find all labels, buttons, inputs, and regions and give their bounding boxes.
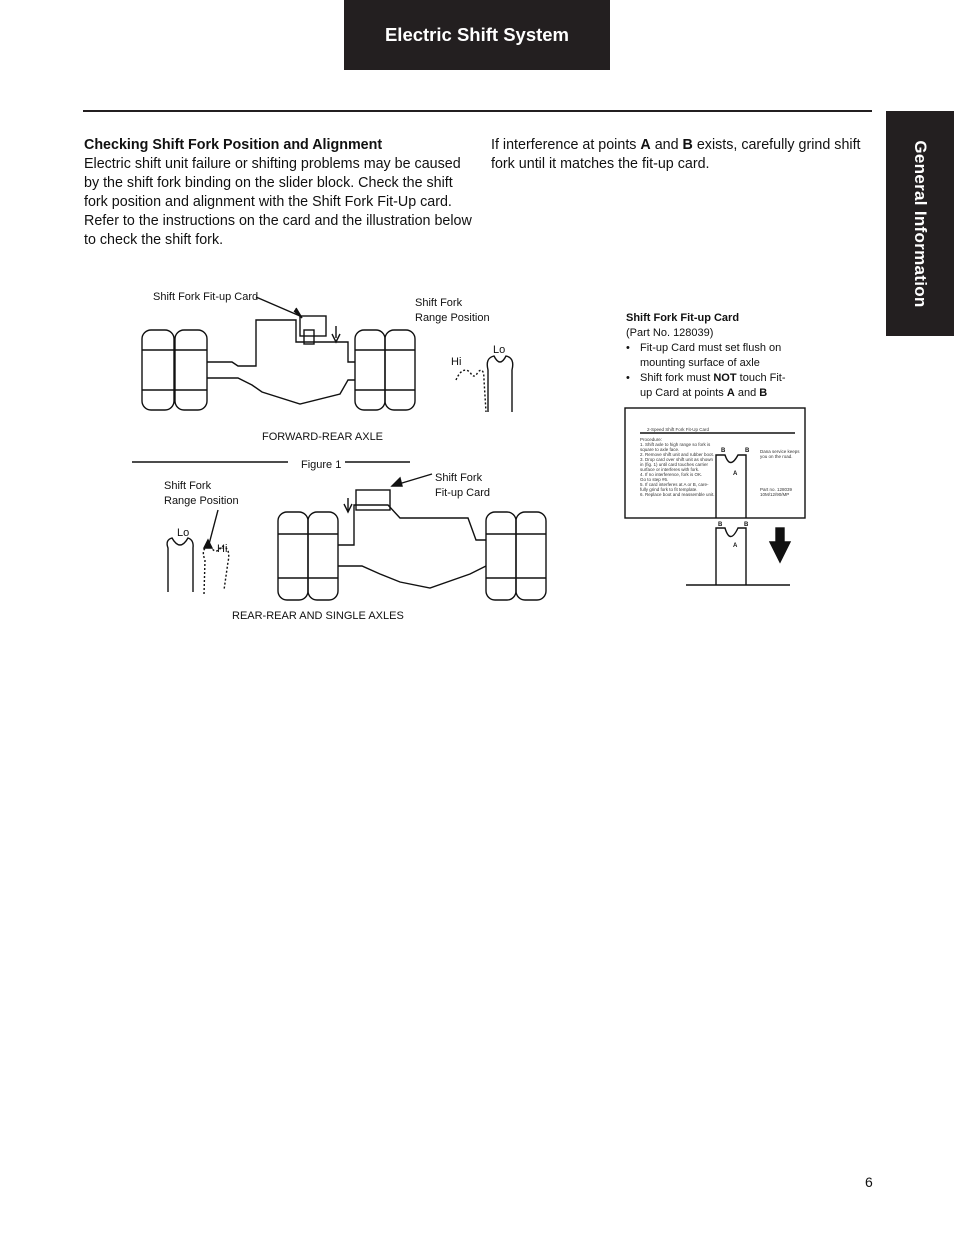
top-left-wheels (142, 330, 207, 410)
inset-b-left: B (721, 448, 726, 454)
inset-step-3: 2. Remove shift unit and rubber boot. (640, 452, 715, 457)
page-number: 6 (865, 1174, 873, 1190)
inset-part-no: Part no. 128039 (760, 487, 793, 492)
top-axle-label: FORWARD-REAR AXLE (262, 431, 384, 443)
inset-step-6: surface or interferes with fork. (640, 467, 700, 472)
detail-b-right: B (744, 522, 749, 528)
inset-step-7: 4. If no interference, fork is OK. (640, 472, 703, 477)
top-range-label-1: Shift Fork (415, 297, 463, 309)
section-title: Electric Shift System (384, 24, 570, 45)
bottom-card-label-1: Shift Fork (435, 472, 483, 484)
inset-step-1: 1. Shift axle to high range so fork is (640, 442, 711, 447)
bottom-lo-label: Lo (177, 527, 190, 539)
card-note-bullet-1: • Fit-up Card must set flush on mounting surface of axle (626, 341, 792, 371)
top-right-wheels (355, 330, 415, 410)
card-note (626, 311, 796, 401)
bottom-range-label-2: Range Position (164, 495, 239, 507)
bottom-left-wheels (278, 512, 338, 600)
card-note-part: (Part No. 128039) (626, 327, 714, 339)
inset-step-10: fully grind fork to fit template. (640, 487, 698, 492)
inset-step-4: 3. Drop card over shift unit as shown (640, 457, 714, 462)
inset-note-1: Dana service keeps (760, 449, 800, 454)
inset-a: A (733, 471, 738, 477)
detail-b-left: B (718, 522, 723, 528)
detail-a: A (733, 543, 738, 549)
point-a: A (640, 137, 651, 153)
point-b: B (682, 137, 693, 153)
inset-procedure: Procedure: (640, 437, 663, 442)
inset-step-5: in (fig. 1) until card touches carrier (640, 462, 709, 467)
top-hi-label: Hi (451, 356, 462, 368)
inset-step-2: square to axle face. (640, 447, 680, 452)
section-heading: Checking Shift Fork Position and Alignment (84, 137, 383, 153)
card-note-title: Shift Fork Fit-up Card (626, 312, 740, 324)
top-range-label-2: Range Position (415, 312, 490, 324)
bottom-range-label-1: Shift Fork (164, 480, 212, 492)
inset-step-9: 5. If card interferes at A or B, care- (640, 482, 709, 487)
inset-part-code: 10M/12/90/MP (760, 492, 790, 497)
inset-b-right: B (745, 448, 750, 454)
inset-note-2: you on the road. (760, 454, 793, 459)
figure-caption: Figure 1 (301, 459, 342, 471)
inset-step-8: Go to step #6. (640, 477, 669, 482)
bottom-card-label-2: Fit-up Card (435, 487, 491, 499)
top-lo-label: Lo (493, 344, 506, 356)
bottom-right-wheels (486, 512, 546, 600)
section-body: Electric shift unit failure or shifting problems may be caused by the shift fork binding on the slider block. Check the shift fork position and alignment with the Shift Fork Fit-Up card. Refer to the instructions on the card and the illustration below to check the shift fork. (84, 156, 472, 248)
bottom-hi-label: Hi (217, 543, 228, 555)
inset-title: 2-Speed Shift Fork Fit-Up Card (647, 427, 710, 432)
side-tab-label: General Information (911, 139, 930, 308)
interference-text: If interference at points A and B exists, carefully grind shift fork until it matches the fit-up card. (491, 137, 861, 172)
inset-step-11: 6. Replace boot and reassemble unit. (640, 492, 715, 497)
card-note-bullet-2: • Shift fork must NOT touch Fit-up Card at points A and B (626, 371, 796, 401)
bottom-axle-label: REAR-REAR AND SINGLE AXLES (232, 610, 404, 622)
top-card-label: Shift Fork Fit-up Card (153, 291, 259, 303)
